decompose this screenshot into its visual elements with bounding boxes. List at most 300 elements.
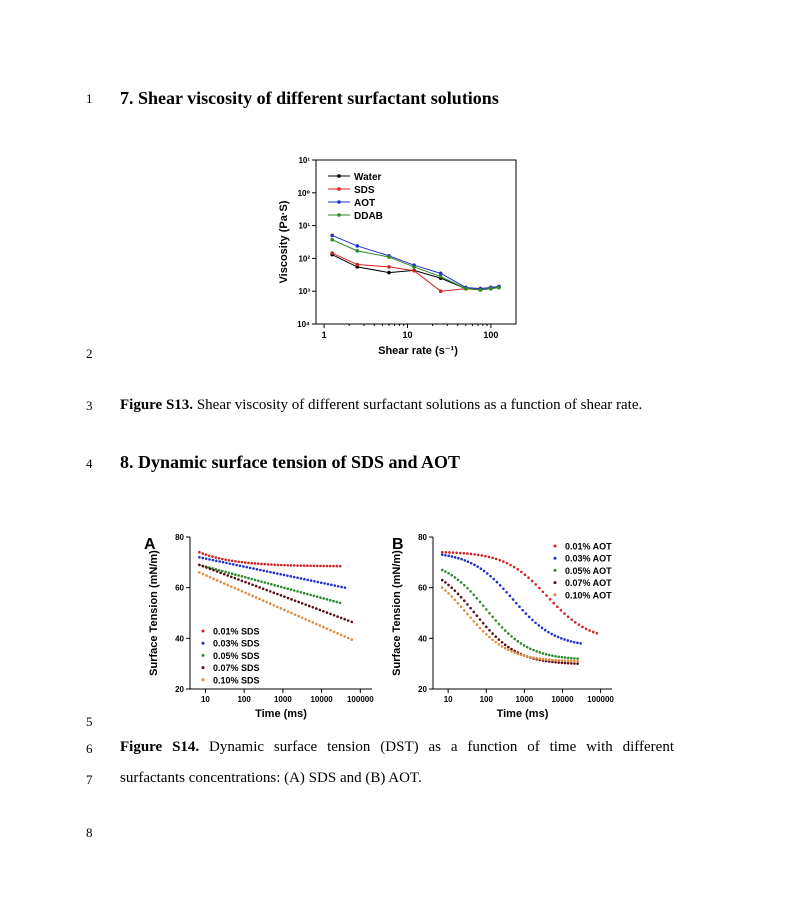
dst-aot-legend-label: 0.05% AOT [565, 565, 612, 576]
dst-aot-point [525, 612, 528, 615]
dst-aot-point [532, 656, 535, 659]
dst-aot-x-axis-label: Time (ms) [496, 708, 549, 720]
dst-aot-point [535, 657, 538, 660]
dst-aot-point [523, 654, 526, 657]
dst-aot-legend-marker [554, 569, 557, 572]
dst-sds-panel-label: A [144, 536, 156, 553]
dst-aot-x-tick-label: 10 [443, 695, 453, 704]
dst-sds-x-tick-label: 100000 [346, 695, 374, 704]
dst-sds-point [219, 581, 222, 584]
dst-sds-point [319, 596, 322, 599]
dst-aot-point [441, 586, 444, 589]
dst-sds-point [269, 590, 272, 593]
dst-aot-point [457, 593, 460, 596]
dst-sds-point [205, 553, 208, 556]
dst-aot-point [488, 612, 491, 615]
line-number-6: 6 [86, 741, 93, 756]
dst-sds-point [290, 612, 293, 615]
dst-sds-point [262, 599, 265, 602]
line-number-4: 4 [86, 456, 93, 471]
dst-aot-point [477, 554, 480, 557]
s13-x-tick-label: 1 [321, 330, 327, 340]
dst-sds-point [308, 620, 311, 623]
dst-aot-point [457, 557, 460, 560]
dst-sds-point [290, 588, 293, 591]
dst-sds-point [296, 590, 299, 593]
dst-sds-legend-label: 0.10% SDS [213, 675, 260, 686]
dst-aot-point [504, 629, 507, 632]
dst-aot-point [444, 589, 447, 592]
dst-aot-point [570, 662, 573, 665]
dst-sds-point [212, 559, 215, 562]
dst-aot-point [578, 623, 581, 626]
dst-sds-point [300, 591, 303, 594]
dst-aot-point [548, 658, 551, 661]
dst-aot-point [512, 598, 515, 601]
dst-sds-point [248, 593, 251, 596]
dst-sds-point [267, 563, 270, 566]
dst-aot-point [498, 643, 501, 646]
dst-aot-point [551, 654, 554, 657]
dst-sds-point [347, 619, 350, 622]
dst-sds-y-tick-label: 80 [175, 533, 184, 542]
dst-sds-point [308, 605, 311, 608]
dst-aot-point [585, 627, 588, 630]
dst-aot-point [476, 597, 479, 600]
line-number-3: 3 [86, 398, 93, 413]
dst-aot-point [454, 589, 457, 592]
dst-aot-point [588, 629, 591, 632]
dst-aot-point [554, 659, 557, 662]
dst-aot-point [501, 641, 504, 644]
dst-sds-point [260, 563, 263, 566]
dst-aot-point [545, 653, 548, 656]
dst-aot-point [542, 652, 545, 655]
dst-sds-point [262, 569, 265, 572]
dst-aot-x-tick-label: 1000 [515, 695, 534, 704]
s13-x-tick-label: 10 [402, 330, 413, 340]
s13-x-axis-label: Shear rate (s⁻¹) [378, 345, 458, 357]
dst-aot-point [528, 616, 531, 619]
dst-aot-point [498, 623, 501, 626]
dst-sds-point [279, 573, 282, 576]
dst-aot-point [554, 655, 557, 658]
dst-aot-point [510, 635, 513, 638]
dst-aot-point [455, 551, 458, 554]
dst-aot-point [499, 584, 502, 587]
dst-aot-x-tick-label: 100 [479, 695, 493, 704]
dst-aot-point [454, 599, 457, 602]
dst-aot-point [501, 645, 504, 648]
dst-aot-point [531, 619, 534, 622]
dst-sds-point [230, 575, 233, 578]
dst-aot-point [574, 621, 577, 624]
dst-sds-point [273, 604, 276, 607]
dst-sds-point [221, 558, 224, 561]
dst-aot-point [509, 564, 512, 567]
dst-aot-y-tick-label: 60 [418, 583, 427, 593]
dst-sds-point [231, 559, 234, 562]
dst-aot-point [564, 662, 567, 665]
dst-aot-point [445, 551, 448, 554]
dst-sds-point [230, 585, 233, 588]
dst-sds-point [309, 594, 312, 597]
dst-sds-legend-marker [202, 678, 205, 681]
dst-aot-point [537, 624, 540, 627]
dst-aot-point [563, 612, 566, 615]
dst-aot-point [526, 655, 529, 658]
s13-point-ddab [489, 287, 493, 291]
dst-aot-point [452, 551, 455, 554]
dst-sds-point [336, 632, 339, 635]
dst-sds-x-tick-label: 10000 [310, 695, 333, 704]
dst-sds-point [208, 558, 211, 561]
dst-aot-point [507, 632, 510, 635]
dst-aot-point [488, 636, 491, 639]
dst-sds-point [205, 557, 208, 560]
dst-sds-point [232, 563, 235, 566]
dst-aot-point [476, 614, 479, 617]
dst-aot-point [573, 641, 576, 644]
dst-aot-point [549, 598, 552, 601]
dst-aot-point [510, 648, 513, 651]
dst-aot-point [460, 558, 463, 561]
dst-aot-y-tick-label: 20 [418, 685, 427, 694]
dst-aot-point [460, 581, 463, 584]
dst-aot-point [466, 603, 469, 606]
dst-aot-point [570, 640, 573, 643]
dst-sds-legend-marker [202, 666, 205, 669]
dst-sds-point [306, 564, 309, 567]
dst-sds-point [254, 579, 257, 582]
dst-sds-point [216, 579, 219, 582]
dst-aot-point [496, 581, 499, 584]
line-number-8: 8 [86, 825, 93, 840]
section-8-heading: 8. Dynamic surface tension of SDS and AOT [120, 452, 461, 472]
dst-aot-point [447, 584, 450, 587]
dst-aot-point [447, 572, 450, 575]
s13-point-sds [330, 251, 334, 255]
figure-s13-label: Figure S13. [120, 397, 194, 413]
dst-sds-point [258, 586, 261, 589]
dst-aot-point [460, 606, 463, 609]
s13-point-sds [439, 289, 443, 293]
dst-sds-point [286, 564, 289, 567]
dst-sds-point [218, 557, 221, 560]
s13-legend-ddab: DDAB [354, 211, 383, 222]
s13-point-ddab [497, 286, 501, 290]
dst-aot-point [470, 553, 473, 556]
s13-y-axis-label: Viscosity (Pa·S) [278, 200, 290, 284]
dst-aot-point [570, 660, 573, 663]
dst-aot-point [502, 587, 505, 590]
dst-aot-point [441, 553, 444, 556]
dst-sds-point [248, 582, 251, 585]
dst-sds-point [234, 587, 237, 590]
dst-sds-point [319, 565, 322, 568]
dst-sds-point [316, 595, 319, 598]
dst-sds-point [237, 560, 240, 563]
dst-sds-point [283, 564, 286, 567]
dst-aot-point [469, 616, 472, 619]
dst-aot-point [494, 635, 497, 638]
dst-sds-point [287, 597, 290, 600]
dst-aot-point [539, 651, 542, 654]
dst-sds-point [343, 635, 346, 638]
s13-series-line-aot [332, 235, 499, 288]
dst-sds-point [270, 583, 273, 586]
s13-point-sds [387, 265, 391, 269]
dst-sds-point [273, 584, 276, 587]
dst-sds-point [283, 574, 286, 577]
dst-sds-point [339, 602, 342, 605]
dst-aot-point [551, 659, 554, 662]
dst-sds-point [286, 574, 289, 577]
s13-y-tick-label: 10¹ [298, 221, 310, 231]
dst-aot-legend-marker [554, 557, 557, 560]
dst-sds-point [247, 577, 250, 580]
dst-aot-point [447, 592, 450, 595]
dst-sds-point [326, 565, 329, 568]
dst-aot-point [520, 571, 523, 574]
dst-sds-point [329, 613, 332, 616]
dst-sds-point [289, 575, 292, 578]
dst-aot-point [531, 580, 534, 583]
figure-s14-caption-line2: surfactants concentrations: (A) SDS and (B) AOT. [120, 770, 422, 786]
dst-aot-point [556, 605, 559, 608]
s13-y-tick-label: 10⁴ [297, 320, 310, 329]
dst-sds-point [226, 574, 229, 577]
section-7-heading: 7. Shear viscosity of different surfactant solutions [120, 88, 499, 108]
dst-aot-point [545, 658, 548, 661]
dst-sds-point [340, 617, 343, 620]
dst-aot-point [507, 646, 510, 649]
dst-sds-point [249, 567, 252, 570]
dst-sds-point [247, 562, 250, 565]
dst-aot-point [526, 646, 529, 649]
dst-aot-point [524, 573, 527, 576]
dst-sds-point [219, 572, 222, 575]
dst-sds-point [198, 564, 201, 567]
dst-sds-point [215, 560, 218, 563]
dst-aot-x-tick-label: 100000 [587, 695, 614, 704]
dst-sds-point [216, 570, 219, 573]
dst-sds-point [257, 579, 260, 582]
dst-sds-point [322, 610, 325, 613]
dst-aot-point [557, 659, 560, 662]
dst-sds-point [333, 614, 336, 617]
dst-sds-point [222, 561, 225, 564]
dst-sds-point [209, 576, 212, 579]
dst-aot-point [567, 662, 570, 665]
dst-sds-point [276, 593, 279, 596]
dst-aot-point [501, 626, 504, 629]
dst-aot-legend-marker [554, 545, 557, 548]
dst-aot-point [592, 631, 595, 634]
dst-sds-point [269, 602, 272, 605]
s13-point-ddab [355, 249, 359, 253]
dst-aot-point [518, 605, 521, 608]
dst-sds-legend-marker [202, 642, 205, 645]
dst-sds-point [290, 598, 293, 601]
dst-sds-point [294, 599, 297, 602]
dst-aot-point [557, 655, 560, 658]
dst-sds-point [322, 565, 325, 568]
s13-y-tick-label: 10² [298, 254, 310, 264]
dst-sds-point [350, 638, 353, 641]
dst-sds-point [350, 621, 353, 624]
dst-sds-point [252, 567, 255, 570]
dst-sds-point [218, 560, 221, 563]
dst-sds-point [241, 590, 244, 593]
dst-aot-legend-label: 0.03% AOT [565, 553, 612, 564]
dst-sds-point [306, 579, 309, 582]
s13-legend-marker-aot [337, 200, 341, 204]
dst-aot-point [472, 620, 475, 623]
dst-aot-point [563, 638, 566, 641]
dst-sds-point [336, 615, 339, 618]
dst-aot-point [476, 623, 479, 626]
dst-aot-point [444, 570, 447, 573]
dst-aot-point [488, 629, 491, 632]
dst-aot-point [539, 657, 542, 660]
dst-aot-point [498, 638, 501, 641]
s13-point-sds [412, 269, 416, 273]
s13-point-aot [355, 244, 359, 248]
dst-sds-point [290, 564, 293, 567]
dst-aot-point [527, 576, 530, 579]
s13-point-ddab [479, 288, 483, 292]
dst-sds-point [286, 587, 289, 590]
dst-sds-y-tick-label: 40 [175, 634, 184, 644]
dst-aot-point [510, 650, 513, 653]
dst-aot-point [472, 593, 475, 596]
dst-sds-x-tick-label: 10 [200, 695, 210, 704]
dst-aot-point [529, 647, 532, 650]
dst-sds-point [310, 579, 313, 582]
dst-sds-x-axis-label: Time (ms) [255, 708, 307, 720]
dst-aot-point [581, 626, 584, 629]
dst-sds-point [336, 565, 339, 568]
dst-sds-y-axis-label: Surface Tension (mN/m) [148, 550, 160, 676]
dst-sds-point [198, 556, 201, 559]
s13-point-ddab [464, 287, 468, 291]
dst-sds-point [329, 599, 332, 602]
dst-sds-point [340, 634, 343, 637]
dst-sds-point [320, 581, 323, 584]
dst-aot-point [483, 570, 486, 573]
dst-aot-point [542, 658, 545, 661]
dst-sds-point [267, 582, 270, 585]
dst-sds-point [347, 637, 350, 640]
dst-sds-point [273, 572, 276, 575]
dst-aot-point [504, 647, 507, 650]
dst-sds-point [241, 575, 244, 578]
s13-y-tick-label: 10⁰ [297, 188, 310, 198]
dst-aot-legend-label: 0.10% AOT [565, 590, 612, 601]
dst-sds-point [276, 572, 279, 575]
dst-sds-point [280, 607, 283, 610]
dst-aot-x-tick-label: 10000 [551, 695, 574, 704]
dst-sds-point [283, 587, 286, 590]
dst-sds-point [244, 581, 247, 584]
dst-aot-point [576, 662, 579, 665]
s13-legend-sds: SDS [354, 185, 375, 196]
dst-sds-point [234, 577, 237, 580]
dst-aot-point [567, 660, 570, 663]
dst-aot-legend-label: 0.07% AOT [565, 578, 612, 589]
s13-point-aot [330, 234, 334, 238]
dst-sds-point [317, 581, 320, 584]
s13-point-ddab [387, 255, 391, 259]
dst-sds-point [326, 627, 329, 630]
figure-s14-label: Figure S14. [120, 739, 200, 755]
dst-sds-point [303, 578, 306, 581]
dst-sds-point [255, 596, 258, 599]
dst-aot-point [507, 649, 510, 652]
dst-sds-point [322, 597, 325, 600]
dst-sds-point [280, 564, 283, 567]
dst-aot-point [457, 602, 460, 605]
dst-aot-point [534, 621, 537, 624]
dst-aot-point [481, 554, 484, 557]
dst-aot-point [550, 633, 553, 636]
dst-sds-point [245, 566, 248, 569]
s13-series-line-sds [332, 253, 499, 291]
dst-aot-point [560, 609, 563, 612]
s13-legend-aot: AOT [354, 198, 376, 209]
dst-sds-point [212, 569, 215, 572]
dst-sds-point [262, 587, 265, 590]
dst-aot-point [480, 567, 483, 570]
dst-sds-point [280, 586, 283, 589]
dst-sds-point [244, 561, 247, 564]
s13-y-tick-label: 10¹ [298, 156, 310, 165]
dst-aot-point [460, 596, 463, 599]
dst-aot-point [596, 632, 599, 635]
dst-aot-point [570, 657, 573, 660]
dst-sds-point [316, 565, 319, 568]
dst-aot-point [534, 583, 537, 586]
dst-aot-point [482, 630, 485, 633]
dst-sds-point [264, 581, 267, 584]
dst-sds-x-tick-label: 100 [237, 695, 251, 704]
dst-aot-point [444, 581, 447, 584]
dst-aot-point [576, 657, 579, 660]
dst-sds-point [201, 557, 204, 560]
dst-sds-legend-label: 0.03% SDS [213, 638, 260, 649]
s13-point-ddab [439, 275, 443, 279]
dst-aot-point [576, 642, 579, 645]
dst-sds-point [250, 578, 253, 581]
s13-x-tick-label: 100 [483, 330, 499, 340]
dst-aot-point [463, 584, 466, 587]
dst-sds-point [297, 601, 300, 604]
dst-aot-point [479, 601, 482, 604]
dst-sds-point [270, 563, 273, 566]
dst-aot-point [441, 569, 444, 572]
dst-aot-point [532, 649, 535, 652]
dst-sds-point [309, 564, 312, 567]
dst-aot-point [469, 607, 472, 610]
dst-aot-point [459, 552, 462, 555]
dst-sds-point [336, 601, 339, 604]
dst-sds-point [223, 582, 226, 585]
dst-sds-point [231, 572, 234, 575]
s13-point-sds [355, 263, 359, 267]
dst-sds-point [343, 618, 346, 621]
s13-plot-frame [316, 160, 516, 324]
